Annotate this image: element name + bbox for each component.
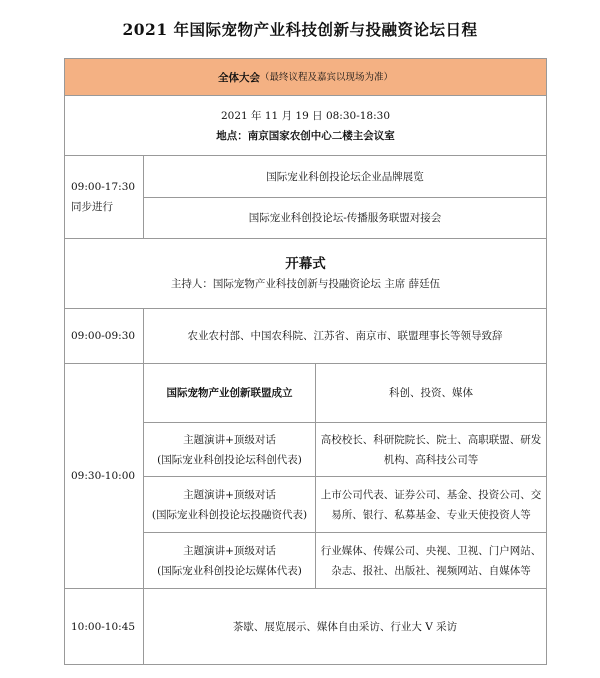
session-participants: 机构、高科技公司等: [383, 453, 479, 466]
break-time: 10:00-10:45: [71, 620, 136, 633]
session-participants-cell: [316, 423, 546, 476]
break-content: 茶歇、展览展示、媒体自由采访、行业大 V 采访: [232, 620, 458, 633]
session-participants-cell: [316, 533, 546, 588]
session-topic: 主题演讲+顶级对话: [183, 488, 276, 501]
sync-item-text: 国际宠业科创投论坛企业品牌展览: [266, 170, 424, 183]
opening-host: 主持人：国际宠物产业科技创新与投融资论坛 主席 薛廷伍: [170, 277, 441, 290]
session-participants-cell: [316, 477, 546, 532]
session-topic-cell: [144, 477, 315, 532]
session-topic-cell: [144, 533, 315, 588]
session-participants: 行业媒体、传媒公司、央视、卫视、门户网站、: [320, 544, 542, 557]
banner-note: （最终议程及嘉宾以现场为准）: [259, 71, 393, 83]
session-topic-cell: [144, 423, 315, 476]
session-topic-note: (国际宠业科创投论坛投融资代表): [151, 508, 308, 521]
sync-time-cell: [65, 156, 143, 238]
session-participants-cell: [316, 364, 546, 422]
session-topic-cell: [144, 364, 315, 422]
sync-item: [144, 198, 546, 238]
opening-title: 开幕式: [285, 255, 326, 272]
meeting-venue: 地点：南京国家农创中心二楼主会议室: [216, 129, 395, 142]
main-session-time-cell: [65, 364, 143, 588]
break-time-cell: [65, 589, 143, 664]
page-title: 2021 年国际宠物产业科技创新与投融资论坛日程: [122, 20, 478, 39]
session-participants: 上市公司代表、证券公司、基金、投资公司、交: [320, 488, 542, 501]
sync-label: 同步进行: [71, 201, 113, 213]
sync-time: 09:00-17:30: [71, 181, 136, 193]
session-topic: 主题演讲+顶级对话: [183, 544, 276, 557]
session-participants: 科创、投资、媒体: [389, 387, 473, 399]
break-content-cell: [144, 589, 546, 664]
meeting-date: 2021 年 11 月 19 日 08:30-18:30: [220, 109, 391, 122]
speech-time-cell: [65, 309, 143, 363]
sync-item-text: 国际宠业科创投论坛-传播服务联盟对接会: [248, 212, 442, 224]
speech-content-cell: [144, 309, 546, 363]
main-session-time: 09:30-10:00: [71, 470, 136, 482]
session-topic: 国际宠物产业创新联盟成立: [166, 387, 293, 399]
session-topic-note: (国际宠业科创投论坛媒体代表): [157, 564, 302, 577]
session-participants: 杂志、报社、出版社、视频网站、自媒体等: [331, 564, 531, 577]
speech-time: 09:00-09:30: [71, 330, 136, 342]
agenda-table: [64, 58, 547, 665]
session-topic-note: (国际宠业科创投论坛科创代表): [157, 453, 302, 466]
session-participants: 易所、银行、私募基金、专业天使投资人等: [331, 508, 531, 521]
banner-main: 全体大会: [217, 71, 260, 84]
speech-content: 农业农村部、中国农科院、江苏省、南京市、联盟理事长等领导致辞: [187, 330, 503, 342]
session-participants: 高校校长、科研院院长、院士、高职联盟、研发: [320, 433, 542, 446]
session-topic: 主题演讲+顶级对话: [183, 433, 276, 446]
opening-ceremony: [65, 239, 546, 308]
sync-item: [144, 156, 546, 197]
meeting-info: [65, 96, 546, 155]
